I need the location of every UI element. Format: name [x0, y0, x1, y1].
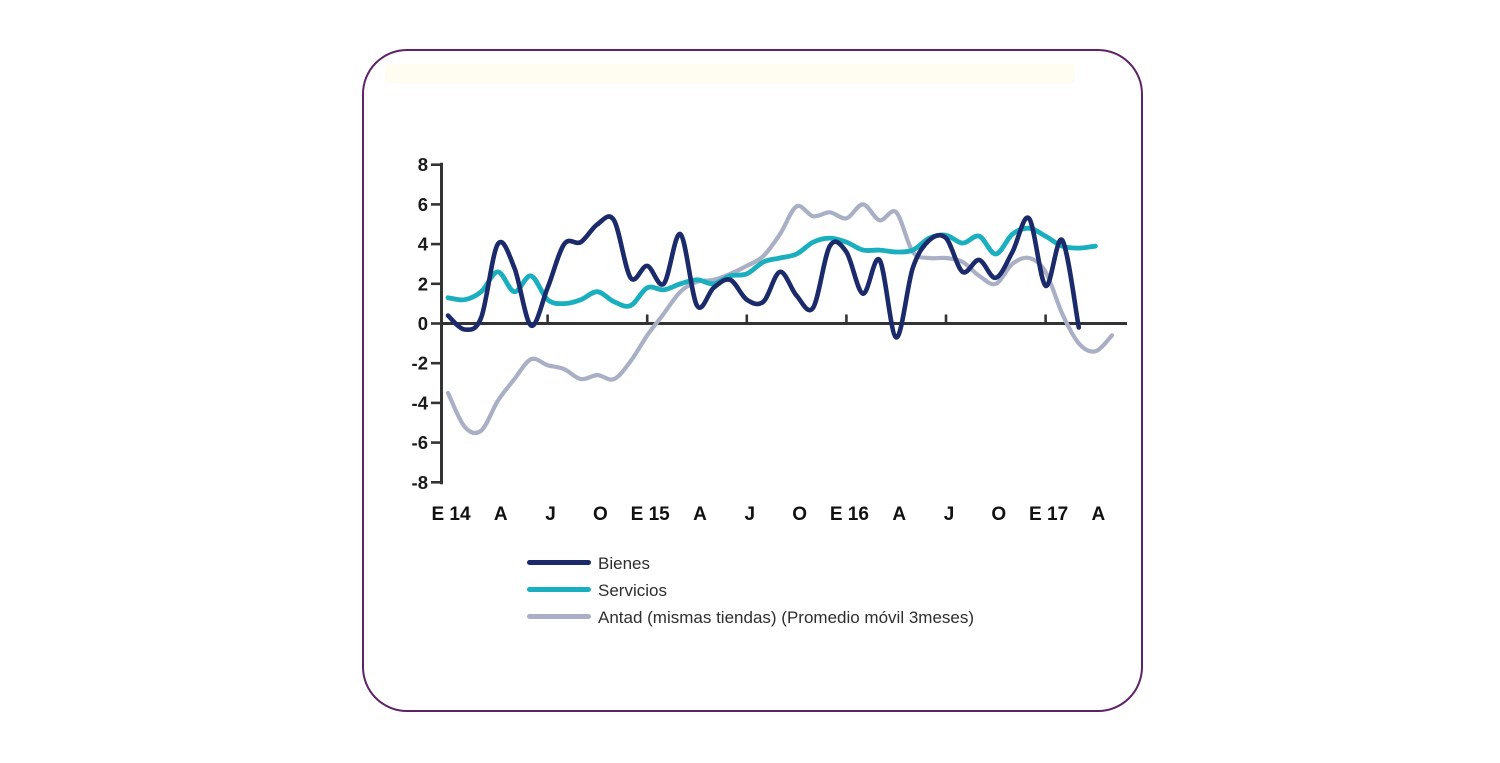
y-tick-label: 6	[417, 193, 428, 215]
y-tick-label: -4	[411, 392, 428, 414]
chart-legend	[527, 549, 974, 630]
y-tick-label: -8	[411, 471, 428, 493]
legend-label-servicios: Servicios	[598, 580, 667, 600]
y-tick-label: -2	[411, 352, 428, 374]
y-tick-label: 2	[417, 273, 428, 295]
axis-labels	[412, 154, 1106, 525]
x-tick-label: E 15	[630, 504, 670, 525]
legend-item-bienes	[527, 549, 974, 576]
x-tick-label: J	[943, 504, 955, 525]
x-tick-label: O	[593, 504, 608, 525]
y-tick-label: -6	[411, 432, 428, 454]
legend-label-bienes: Bienes	[598, 553, 650, 573]
x-tick-label: E 14	[431, 504, 471, 525]
x-tick-label: E 16	[829, 504, 869, 525]
y-tick-label: 4	[417, 233, 428, 255]
x-tick-label: E 17	[1029, 504, 1069, 525]
x-tick-label: A	[693, 504, 707, 525]
x-tick-label: O	[792, 504, 807, 525]
x-tick-label: A	[1091, 504, 1106, 525]
legend-item-antad	[527, 603, 974, 630]
x-tick-label: A	[892, 504, 907, 525]
x-tick-label: O	[991, 504, 1007, 525]
x-tick-label: A	[493, 504, 508, 525]
x-tick-label: J	[744, 504, 756, 525]
x-tick-label: J	[545, 504, 556, 525]
legend-label-antad: Antad (mismas tiendas) (Promedio móvil 3meses)	[598, 607, 975, 627]
y-tick-label: 0	[417, 313, 428, 334]
servicios-line-swatch	[527, 587, 591, 592]
y-tick-label: 8	[417, 154, 428, 176]
bienes-line-swatch	[527, 560, 591, 565]
legend-item-servicios	[527, 576, 974, 603]
antad-line-swatch	[527, 614, 591, 619]
